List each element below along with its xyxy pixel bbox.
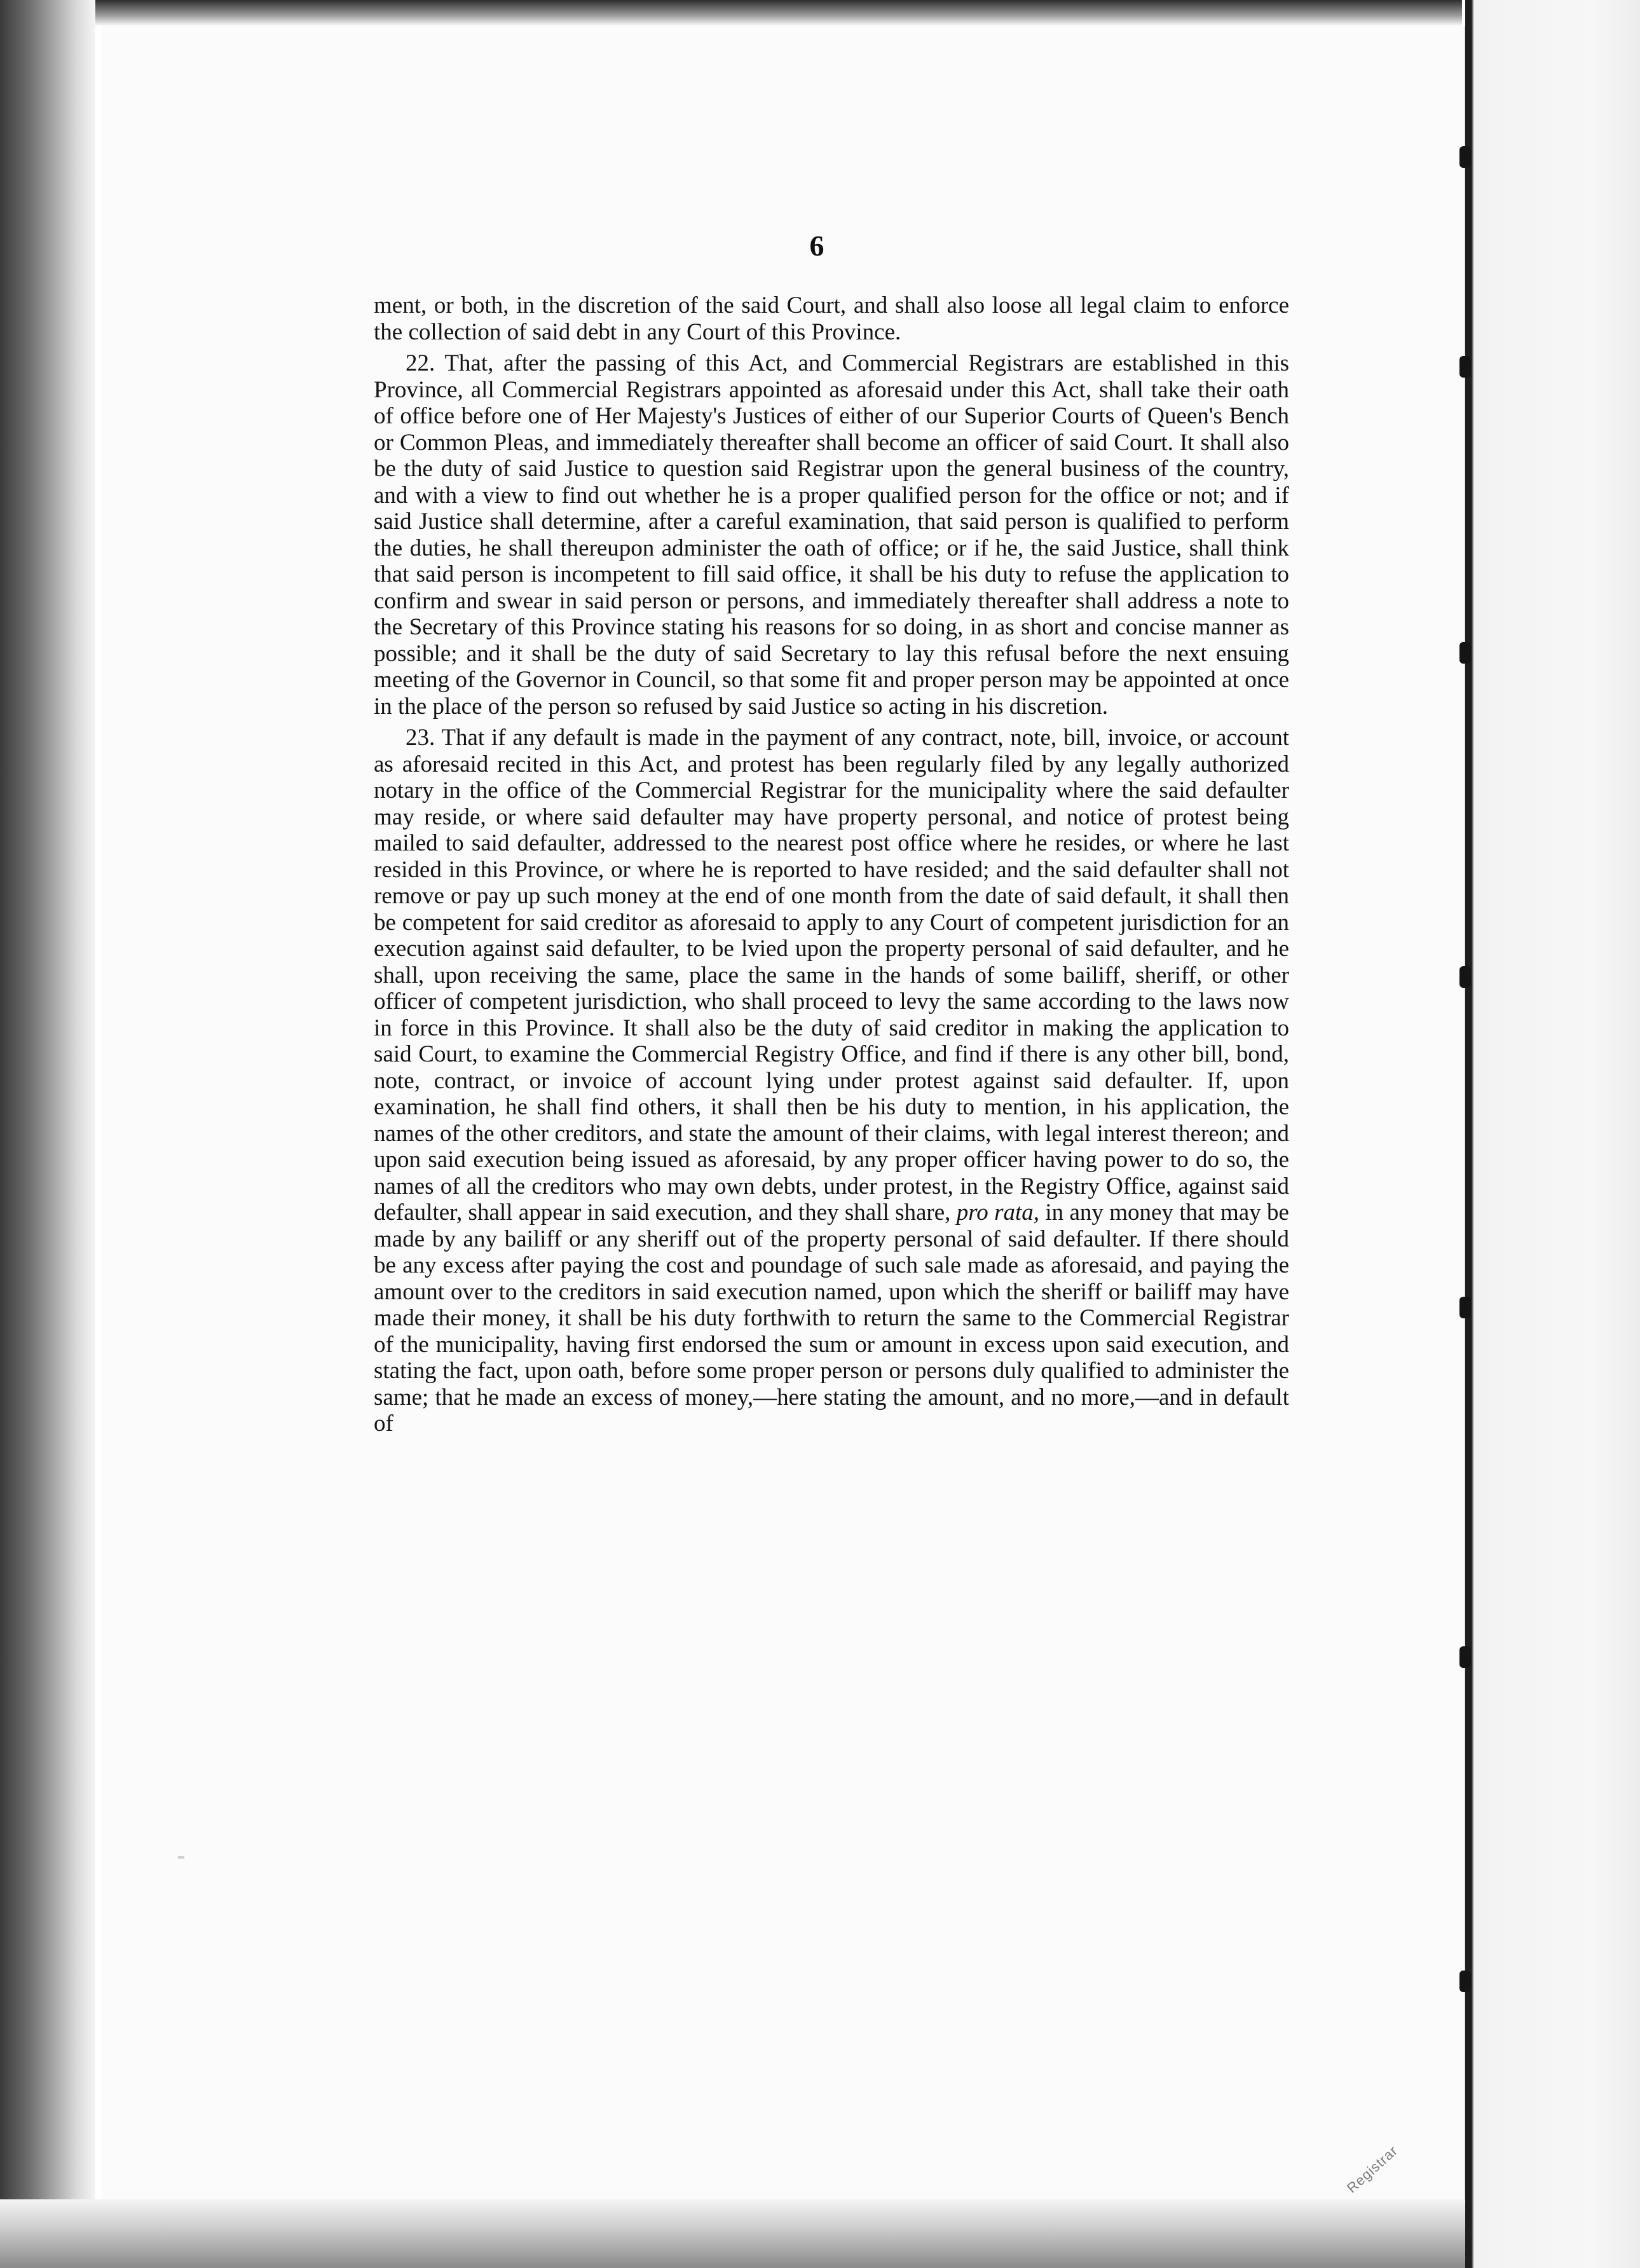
page-number: 6 [809,229,824,262]
binding-stitch [1459,146,1471,168]
scan-left-edge [0,0,95,2268]
paragraph-section-22: 22. That, after the passing of this Act, and Commercial Registrars are established in this Province, all Commercial Registrars appointed as aforesaid under this Act, shall take their oath of office before one of Her Majesty's Justices of either of our Superior Courts of Queen's Bench or Common Pleas, and immediately thereafter shall become an officer of said Court. It shall also be the duty of said Justice to question said Registrar upon the general business of the country, and with a view to find out whether he is a proper qualified person for the office or not; and if said Justice shall determine, after a careful examination, that said person is qualified to perform the duties, he shall thereupon administer the oath of office; or if he, the said Justice, shall think that said person is incompetent to fill said office, it shall be his duty to refuse the application to confirm and swear in said person or persons, and immediately thereafter shall address a note to the Secretary of this Province stating his reasons for so doing, in as short and concise manner as possible; and it shall be the duty of said Secretary to lay this refusal before the next ensuing meeting of the Governor in Council, so that some fit and proper person may be appointed at once in the place of the person so refused by said Justice so acting in his discretion. [374,350,1289,720]
scan-top-edge [95,0,1462,25]
paragraph-section-23 [374,725,1289,1437]
binding-stitch [1459,1646,1471,1668]
binding-stitch [1459,356,1471,378]
binding-gutter [1465,0,1640,2268]
registrar-stamp: Registrar [1343,2142,1401,2196]
paragraph-continuation: ment, or both, in the discretion of the said Court, and shall also loose all legal claim to enforce the collection of said debt in any Court of this Province. [374,292,1289,345]
binding-stitch [1459,1971,1471,1992]
body-text [374,292,1289,1437]
section-23-text-part-2: in any money that may be made by any bailiff or any sheriff out of the property personal of said defaulter. If there should be any excess after paying the cost and poundage of such sale made as aforesaid, and paying the amount over to the creditors in said execution named, upon which the sheriff or bailiff may have made their money, it shall be his duty forthwith to return the same to the Commercial Registrar of the municipality, having first endorsed the sum or amount in excess upon said execution, and stating the fact, upon oath, before some proper person or persons duly qualified to administer the same; that he made an excess of money,—here stating the amount, and no more,—and in default of [374,1199,1289,1437]
binding-stitch [1459,966,1471,988]
scan-blemish [178,1856,184,1859]
section-23-text-part-1: 23. That if any default is made in the payment of any contract, note, bill, invoice, or account as aforesaid recited in this Act, and protest has been regularly filed by any legally authorized notary in the office of the Commercial Registrar for the municipality where the said defaulter may reside, or where said defaulter may have property personal, and notice of protest being mailed to said defaulter, addressed to the nearest post office where he resides, or where he last resided in this Province, or where he is reported to have resided; and the said defaulter shall not remove or pay up such money at the end of one month from the date of said default, it shall then be competent for said creditor as aforesaid to apply to any Court of competent jurisdiction for an execution against said defaulter, to be lvied upon the property personal of said defaulter, and he shall, upon receiving the same, place the same in the hands of some bailiff, sheriff, or other officer of competent jurisdiction, who shall proceed to levy the same according to the laws now in force in this Province. It shall also be the duty of said creditor in making the application to said Court, to examine the Commercial Registry Office, and find if there is any other bill, bond, note, contract, or invoice of account lying under protest against said defaulter. If, upon examination, he shall find others, it shall then be his duty to mention, in his application, the names of the other creditors, and state the amount of their claims, with legal interest thereon; and upon said execution being issued as aforesaid, by any proper officer having power to do so, the names of all the creditors who may own debts, under protest, in the Registry Office, against said defaulter, shall appear in said execution, and they shall share, [374,725,1289,1226]
binding-stitches [1459,0,1472,2268]
binding-stitch [1459,1297,1471,1318]
pro-rata-italic: pro rata, [956,1199,1040,1226]
binding-stitch [1459,642,1471,664]
scan-bottom-edge [0,2199,1640,2268]
